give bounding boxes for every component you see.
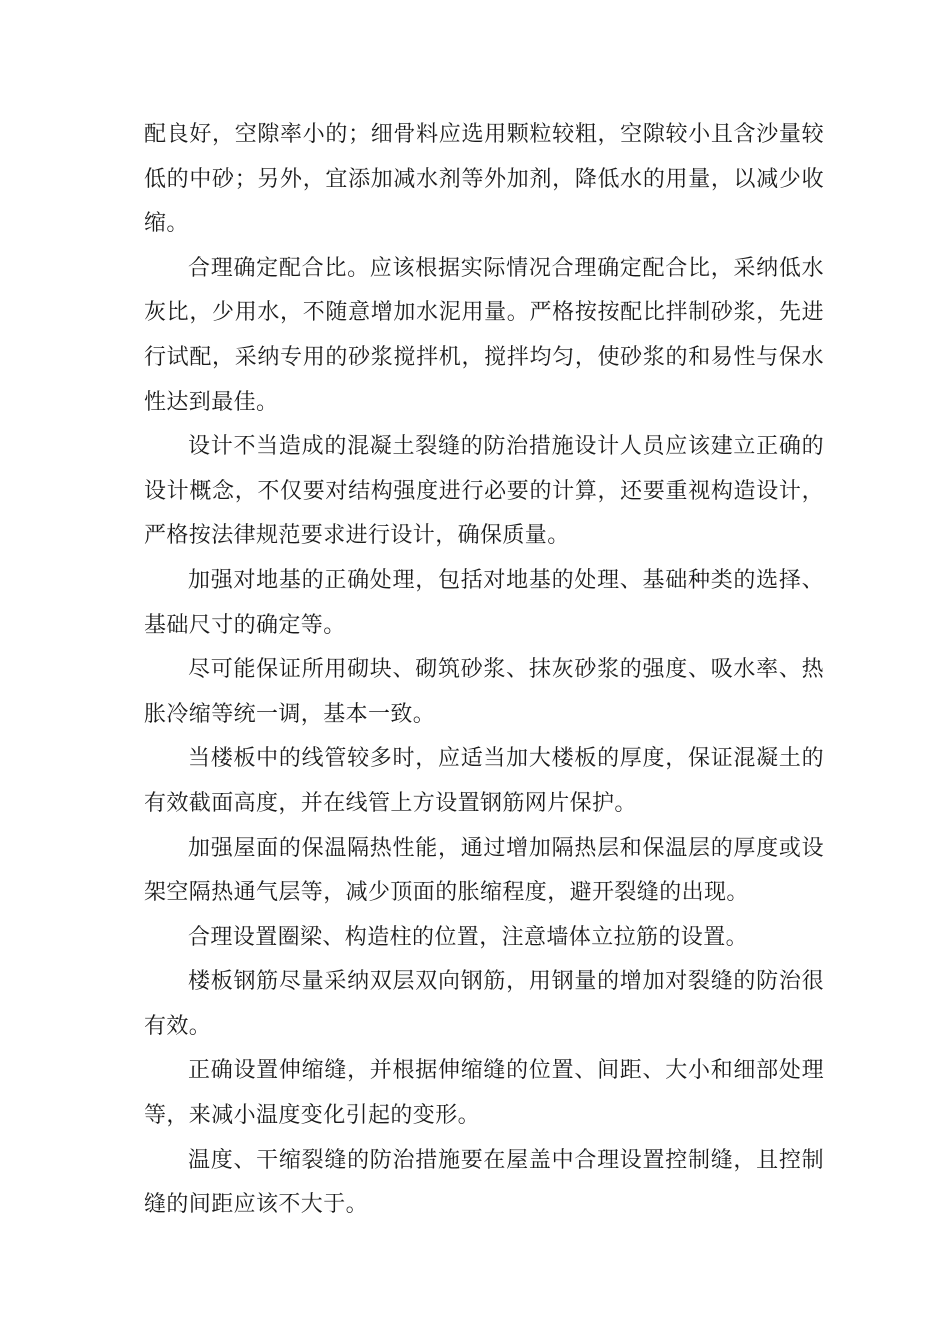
paragraph-6: 当楼板中的线管较多时，应适当加大楼板的厚度，保证混凝土的有效截面高度，并在线管上方设置钢筋网片保护。 [144, 746, 824, 816]
paragraph-3: 设计不当造成的混凝土裂缝的防治措施设计人员应该建立正确的设计概念，不仅要对结构强度进行必要的计算，还要重视构造设计，严格按法律规范要求进行设计，确保质量。 [144, 434, 824, 549]
paragraph-7: 加强屋面的保温隔热性能，通过增加隔热层和保温层的厚度或设架空隔热通气层等，减少顶面的胀缩程度，避开裂缝的出现。 [144, 835, 824, 906]
paragraph-11: 温度、干缩裂缝的防治措施要在屋盖中合理设置控制缝，且控制缝的间距应该不大于。 [144, 1147, 824, 1218]
paragraph-2: 合理确定配合比。应该根据实际情况合理确定配合比，采纳低水灰比，少用水，不随意增加水泥用量。严格按按配比拌制砂浆，先进行试配，采纳专用的砂浆搅拌机，搅拌均匀，使砂浆的和易性与保水性达到最佳。 [144, 255, 824, 415]
paragraph-8: 合理设置圈梁、构造柱的位置，注意墙体立拉筋的设置。 [188, 924, 749, 950]
paragraph-5: 尽可能保证所用砌块、砌筑砂浆、抹灰砂浆的强度、吸水率、热胀冷缩等统一调，基本一致。 [144, 657, 824, 727]
paragraph-10: 正确设置伸缩缝，并根据伸缩缝的位置、间距、大小和细部处理等，来减小温度变化引起的变形。 [144, 1058, 824, 1129]
paragraph-9: 楼板钢筋尽量采纳双层双向钢筋，用钢量的增加对裂缝的防治很有效。 [144, 969, 824, 1039]
paragraph-4: 加强对地基的正确处理，包括对地基的处理、基础种类的选择、基础尺寸的确定等。 [144, 567, 824, 638]
document-body [144, 113, 824, 1228]
paragraph-1: 配良好，空隙率小的；细骨料应选用颗粒较粗，空隙较小且含沙量较低的中砂；另外，宜添加减水剂等外加剂，降低水的用量，以减少收缩。 [144, 122, 824, 237]
